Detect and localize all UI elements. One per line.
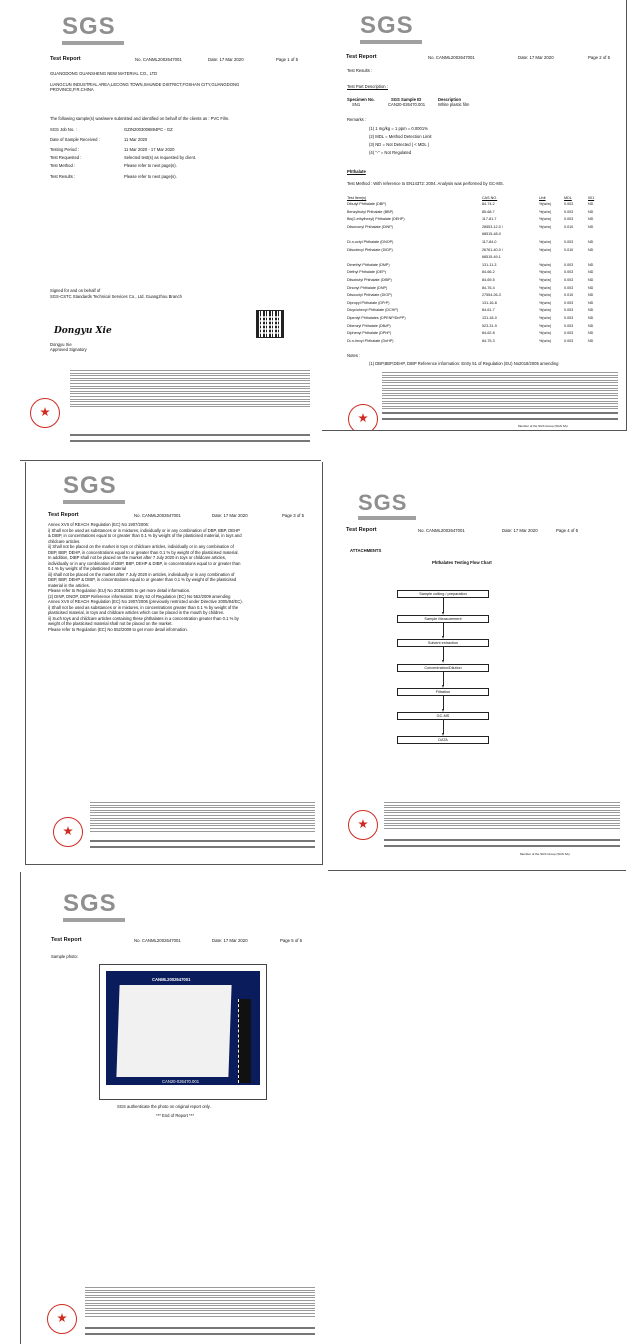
- sgs-member-note: Member of the SGS Group (SGS SA): [520, 852, 570, 856]
- table-cell: Diisononyl Phthalate (DINP): [347, 224, 393, 229]
- table-cell: 68515-48-0: [482, 232, 501, 237]
- spec-header: Specimen No.: [347, 97, 375, 102]
- legal-fine-print: [85, 1287, 315, 1318]
- client-address-2: PROVINCE,P.R.CHINA: [50, 87, 94, 92]
- spec-header: SGS Sample ID: [391, 97, 422, 102]
- table-cell: 27554-26-3: [482, 293, 501, 298]
- ruler-icon: [238, 999, 251, 1083]
- table-cell: 0.003: [564, 262, 574, 267]
- sgs-logo: SGS: [360, 12, 414, 39]
- report-number: No. CANML2002647001: [428, 55, 475, 60]
- table-cell: ND: [588, 331, 594, 336]
- report-page-2: [322, 0, 627, 431]
- regulation-line: i) Shall not be used as substances or in mixtures, in concentrations greater than 0.1 % by weight of the: [48, 604, 239, 610]
- table-cell: ND: [588, 217, 594, 222]
- table-cell: 84-74-2: [482, 202, 495, 206]
- legal-fine-print: [90, 802, 315, 833]
- note-1: (1) DBP,BBP,DEHP, DIBP Reference information: Entry 51 of Regulation (EU) No2018/2005 amending: [369, 361, 559, 366]
- table-cell: ND: [588, 300, 594, 305]
- regulation-line: & DIBP, in concentrations equal to or greater than 0.1 % by weight of the plasticised material, in toys and: [48, 533, 242, 538]
- flow-step: Solvent extraction: [397, 639, 489, 647]
- regulation-line: In addition, DIBP shall not be placed on the market after 7 July 2020 in toys or childcare articles,: [48, 555, 226, 560]
- regulation-line: (2) DINP, DNOP, DIDP Reference information: Entry 52 of Regulation (EC) No 552/2009 amending: [48, 593, 231, 599]
- table-cell: 84-75-3: [482, 338, 495, 343]
- flow-arrow-icon: [443, 623, 444, 637]
- attachments-heading: ATTACHMENTS: [350, 548, 382, 553]
- regulation-line: weight of the plasticised material shall not be placed on the market.: [48, 621, 173, 626]
- table-cell: 0.003: [564, 270, 574, 275]
- page-number: Page 4 of 5: [556, 528, 578, 533]
- intro-text: The following sample(s) was/were submitted and identified on behalf of the clients as : PVC Film.: [50, 116, 230, 121]
- report-header: [346, 54, 621, 60]
- field-label: Test Method :: [50, 163, 76, 168]
- table-cell: %(w/w): [539, 217, 552, 222]
- company-seal-icon: [348, 404, 378, 431]
- sample-photo-label: Sample photo:: [51, 954, 79, 959]
- table-cell: 0.003: [564, 338, 574, 343]
- end-of-report: *** End of Report ***: [156, 1113, 194, 1118]
- photo-label-top: CANML2002647001: [152, 977, 191, 982]
- table-cell: 85-68-7: [482, 209, 495, 214]
- logo-bar: [358, 516, 416, 520]
- table-cell: 68515-49-1: [482, 255, 501, 260]
- sample-photo-frame: [99, 964, 267, 1100]
- flow-step: Sample cutting / preparation: [397, 590, 489, 598]
- address-strip: [384, 845, 620, 847]
- logo-bar: [360, 40, 422, 44]
- legal-fine-print: [70, 370, 310, 409]
- table-cell: 0.003: [564, 308, 574, 313]
- results-table: [347, 196, 622, 356]
- table-cell: ND: [588, 285, 594, 290]
- address-strip: [384, 839, 620, 841]
- table-cell: %(w/w): [539, 240, 552, 244]
- signed-line-1: Signed for and on behalf of: [50, 288, 101, 293]
- table-cell: ND: [588, 262, 594, 267]
- table-cell: %(w/w): [539, 331, 552, 336]
- remark-item: (4) "-" = Not Regulated: [369, 150, 412, 155]
- qr-code-icon: [256, 310, 284, 338]
- table-header-cell: MDL: [564, 196, 572, 200]
- field-value: Selected test(s) as requested by client.: [124, 155, 197, 160]
- table-header-cell: CAS NO.: [482, 196, 498, 200]
- address-strip: [85, 1327, 315, 1329]
- table-cell: %(w/w): [539, 278, 552, 282]
- table-cell: ND: [588, 278, 594, 282]
- report-page-1: [20, 0, 321, 461]
- table-cell: 0.003: [564, 285, 574, 290]
- table-cell: 0.003: [564, 278, 574, 282]
- table-cell: Dimethyl Phthalate (DMP): [347, 262, 390, 267]
- table-cell: 0.003: [564, 217, 574, 222]
- table-cell: ND: [588, 224, 594, 229]
- table-cell: Diisobutyl Phthalate (DIBP): [347, 278, 392, 282]
- table-cell: 0.003: [564, 209, 574, 214]
- signer-role: Approved Signatory: [50, 347, 87, 352]
- company-seal-icon: [53, 817, 83, 847]
- company-seal-icon: [47, 1304, 77, 1334]
- table-cell: ND: [588, 316, 594, 320]
- address-strip: [382, 418, 618, 420]
- table-cell: ND: [588, 308, 594, 313]
- regulation-line: DBP, BBP, DEHP & DIBP, in concentrations equal to or greater than 0.1 % by weight of the plasticised: [48, 577, 237, 582]
- remark-item: (1) 1 mg/kg = 1 ppm = 0.0001%: [369, 126, 428, 131]
- report-number: No. CANML2002647001: [134, 513, 181, 518]
- table-cell: 523-31-9: [482, 323, 497, 328]
- table-cell: 84-66-2: [482, 270, 495, 275]
- table-cell: 0.003: [564, 316, 574, 320]
- table-cell: 84-76-4: [482, 285, 495, 290]
- report-title: Test Report: [50, 56, 81, 62]
- flow-arrow-icon: [443, 720, 444, 734]
- flow-step: Concentration/Dilution: [397, 664, 489, 672]
- table-cell: 117-81-7: [482, 217, 497, 222]
- field-label: Test Requested :: [50, 155, 82, 160]
- flow-chart-title: Phthalates Testing Flow Chart: [432, 560, 492, 565]
- test-results-label: Test Results :: [347, 68, 373, 73]
- signature: Dongyu Xie: [54, 326, 112, 336]
- table-cell: 84-62-8: [482, 331, 495, 336]
- report-title: Test Report: [51, 937, 82, 943]
- flow-arrow-icon: [443, 647, 444, 661]
- photo-authentication-note: SGS authenticate the photo on original report only.: [117, 1104, 211, 1109]
- address-strip: [70, 440, 310, 442]
- page-number: Page 3 of 5: [282, 513, 304, 518]
- report-number: No. CANML2002647001: [418, 528, 465, 533]
- report-date: Date: 17 Mar 2020: [518, 55, 554, 60]
- report-date: Date: 17 Mar 2020: [212, 513, 248, 518]
- regulation-line: material in the articles.: [48, 582, 90, 588]
- address-strip: [90, 846, 315, 848]
- field-label: Testing Period :: [50, 147, 79, 152]
- regulation-line: iii) shall not be placed on the market after 7 July 2020 in articles, individually or in any combination of: [48, 571, 235, 577]
- table-cell: 0.010: [564, 293, 574, 298]
- legal-fine-print: [382, 372, 618, 411]
- logo-bar: [62, 41, 124, 45]
- table-header-cell: 001: [588, 196, 595, 200]
- table-cell: ND: [588, 338, 594, 343]
- remark-item: (3) ND = Not Detected ( < MDL ): [369, 142, 430, 147]
- table-cell: Diethyl Phthalate (DEP): [347, 270, 386, 275]
- report-page-3: [25, 462, 323, 865]
- table-cell: %(w/w): [539, 300, 552, 305]
- report-page-4: [328, 480, 626, 871]
- table-cell: Benzylbutyl Phthalate (BBP): [347, 209, 394, 214]
- regulation-line: Please refer to Regulation (EU) No 2018/2005 to get more detail information.: [48, 588, 191, 593]
- spec-cell: SN1: [352, 102, 361, 107]
- report-page-5: [20, 872, 323, 1344]
- address-strip: [70, 434, 310, 436]
- table-cell: %(w/w): [539, 262, 552, 267]
- table-cell: ND: [588, 240, 594, 244]
- table-cell: 0.010: [564, 224, 574, 229]
- table-cell: 131-16-8: [482, 300, 497, 305]
- field-value: 11 Mar 2020: [124, 137, 148, 142]
- regulation-line: childcare articles.: [48, 538, 81, 544]
- table-cell: %(w/w): [539, 285, 552, 290]
- table-cell: ND: [588, 293, 594, 298]
- table-cell: 84-61-7: [482, 308, 495, 313]
- page-number: Page 5 of 5: [280, 938, 302, 943]
- report-title: Test Report: [346, 54, 377, 60]
- table-cell: ND: [588, 209, 594, 214]
- flow-step: GC-MS: [397, 712, 489, 720]
- table-cell: Bis(2-ethylhexyl) Phthalate (DEHP): [347, 217, 405, 222]
- regulation-line: plasticised material, in toys and childcare articles which can be placed in the mouth by children.: [48, 610, 225, 615]
- company-seal-icon: [30, 398, 60, 428]
- spec-cell: CAN20-026470.001: [388, 102, 426, 107]
- table-cell: 84-69-5: [482, 278, 495, 282]
- table-cell: %(w/w): [539, 293, 552, 298]
- regulation-line: Please refer to Regulation (EC) No 552/2009 to get more detail information.: [48, 626, 188, 632]
- address-strip: [382, 412, 618, 414]
- table-cell: 26761-40-0 /: [482, 247, 503, 252]
- regulation-line: 0.1 % by weight of the plasticised material: [48, 566, 126, 571]
- report-date: Date: 17 Mar 2020: [208, 57, 244, 62]
- sgs-logo: SGS: [62, 13, 116, 40]
- regulation-line: individually or in any combination of DBP, BBP, DEHP & DIBP, in concentrations equal to or greater than: [48, 560, 241, 566]
- report-date: Date: 17 Mar 2020: [502, 528, 538, 533]
- table-cell: 0.003: [564, 240, 574, 244]
- field-value: 11 Mar 2020 - 17 Mar 2020: [124, 147, 175, 152]
- table-cell: %(w/w): [539, 323, 552, 328]
- legal-fine-print: [384, 802, 620, 831]
- sgs-logo: SGS: [63, 890, 117, 917]
- field-label: Date of Sample Received :: [50, 137, 100, 142]
- remark-item: (2) MDL = Method Detection Limit: [369, 134, 432, 139]
- address-strip: [90, 840, 315, 842]
- table-header-cell: Unit: [539, 196, 546, 200]
- report-number: No. CANML2002647001: [135, 57, 182, 62]
- client-address-1: LIANGCUN INDUSTRIAL AREA,LECONG TOWN,SHUNDE DISTRICT,FOSHAN CITY,GUANGDONG: [50, 82, 240, 87]
- table-cell: %(w/w): [539, 338, 552, 343]
- test-method: Test Method : With reference to EN14372: 2004. Analysis was performed by GC-MS.: [347, 181, 504, 186]
- table-cell: %(w/w): [539, 247, 552, 252]
- logo-bar: [63, 500, 125, 504]
- field-label: SGS Job No. :: [50, 127, 77, 132]
- signer-name: Dongyu Xie: [50, 342, 72, 347]
- table-cell: %(w/w): [539, 209, 552, 214]
- table-cell: Dibenzyl Phthalate (DBzP): [347, 323, 391, 328]
- notes-label: Notes :: [347, 353, 361, 358]
- flow-arrow-icon: [443, 672, 444, 686]
- table-header-cell: Test Item(s): [347, 196, 367, 200]
- table-cell: Dipropyl Phthalate (DPrP): [347, 300, 390, 305]
- flow-step: Filtration: [397, 688, 489, 696]
- table-cell: %(w/w): [539, 224, 552, 229]
- regulation-line: ii) Shall not be placed on the market in toys or childcare articles, individually or in any combination of: [48, 544, 234, 549]
- table-cell: Di-n-octyl Phthalate (DNOP): [347, 240, 394, 244]
- field-label: Test Results :: [50, 174, 76, 179]
- table-cell: 0.003: [564, 323, 574, 328]
- table-cell: ND: [588, 202, 594, 206]
- logo-bar: [63, 918, 125, 922]
- company-seal-icon: [348, 810, 378, 840]
- table-cell: ND: [588, 270, 594, 275]
- regulation-line: i) Shall not be used as substances or in mixtures, individually or in any combination of DBP, BBP, DEHP: [48, 527, 240, 533]
- table-cell: ND: [588, 323, 594, 328]
- report-number: No. CANML2002647001: [134, 938, 181, 943]
- table-cell: ND: [588, 247, 594, 252]
- field-value: Please refer to next page(s).: [124, 174, 177, 179]
- regulation-line: Annex XVII of REACH Regulation (EC) No 1907/2006:: [48, 522, 150, 527]
- flow-arrow-icon: [443, 696, 444, 710]
- field-value: Please refer to next page(s).: [124, 163, 177, 168]
- report-header: [50, 56, 315, 62]
- table-cell: 28553-12-0 /: [482, 224, 503, 229]
- flow-step: Sample Measurement: [397, 615, 489, 623]
- table-cell: 131-18-0: [482, 316, 497, 320]
- table-cell: Dibutyl Phthalate (DBP): [347, 202, 386, 206]
- table-cell: 117-84-0: [482, 240, 497, 244]
- section-heading: Phthalate: [347, 169, 366, 174]
- table-cell: %(w/w): [539, 308, 552, 313]
- report-title: Test Report: [346, 527, 377, 533]
- flow-arrow-icon: [443, 598, 444, 613]
- spec-header: Description: [438, 97, 462, 102]
- sgs-member-note: Member of the SGS Group (SGS SA): [518, 424, 568, 428]
- page-number: Page 1 of 5: [276, 57, 298, 62]
- page-number: Page 2 of 5: [588, 55, 610, 60]
- sample-photo: [106, 971, 260, 1085]
- table-cell: Dipentyl Phthalates (DPENP/DnPP): [347, 316, 406, 320]
- table-cell: Dicyclohexyl Phthalate (DCHP): [347, 308, 399, 313]
- report-header: [48, 512, 318, 518]
- table-cell: Diphenyl Phthalate (DPhP): [347, 331, 392, 336]
- table-cell: 0.003: [564, 331, 574, 336]
- regulation-line: ii) Such toys and childcare articles containing these phthalates in a concentration greater than 0.1 % by: [48, 615, 239, 621]
- table-cell: 0.010: [564, 247, 574, 252]
- regulation-line: DBP, BBP, DEHP, in concentrations equal to or greater than 0.1 % by weight of the plasticised material.: [48, 549, 239, 555]
- table-cell: %(w/w): [539, 202, 552, 206]
- field-value: GZIN2003006894PC - GZ: [124, 127, 173, 132]
- flow-step: DATA: [397, 736, 489, 744]
- sgs-logo: SGS: [358, 490, 408, 515]
- address-strip: [85, 1333, 315, 1335]
- photo-label-bottom: CAN20-026470.001: [162, 1079, 200, 1084]
- report-date: Date: 17 Mar 2020: [212, 938, 248, 943]
- remarks-label: Remarks :: [347, 117, 367, 122]
- table-cell: Dinonyl Phthalate (DNP): [347, 285, 388, 290]
- table-cell: 0.003: [564, 300, 574, 305]
- table-cell: 0.003: [564, 202, 574, 206]
- table-cell: Diisooctyl Phthalate (DIOP): [347, 293, 392, 298]
- table-cell: Diisodecyl Phthalate (DIDP): [347, 247, 393, 252]
- spec-cell: White plastic film: [438, 102, 470, 107]
- sgs-logo: SGS: [63, 472, 117, 499]
- signed-line-2: SGS-CSTC Standards Technical Services Co., Ltd. Guangzhou Branch: [50, 294, 182, 299]
- report-header: [51, 937, 316, 943]
- test-part-description: Test Part Description :: [347, 84, 388, 89]
- report-header: [346, 527, 621, 533]
- sample-film-icon: [116, 985, 231, 1077]
- report-title: Test Report: [48, 512, 79, 518]
- table-cell: %(w/w): [539, 270, 552, 275]
- table-cell: 131-11-3: [482, 262, 497, 267]
- table-cell: %(w/w): [539, 316, 552, 320]
- regulation-line: Annex XVII of REACH Regulation (EC) No 1907/2006 (previously restricted under Directive 2005/84/EC).: [48, 599, 243, 604]
- client-company: GUANGDONG GUANSHENG NEW MATERIAL CO., LTD: [50, 71, 158, 76]
- table-cell: Di-n-hexyl Phthalate (DnHP): [347, 338, 394, 343]
